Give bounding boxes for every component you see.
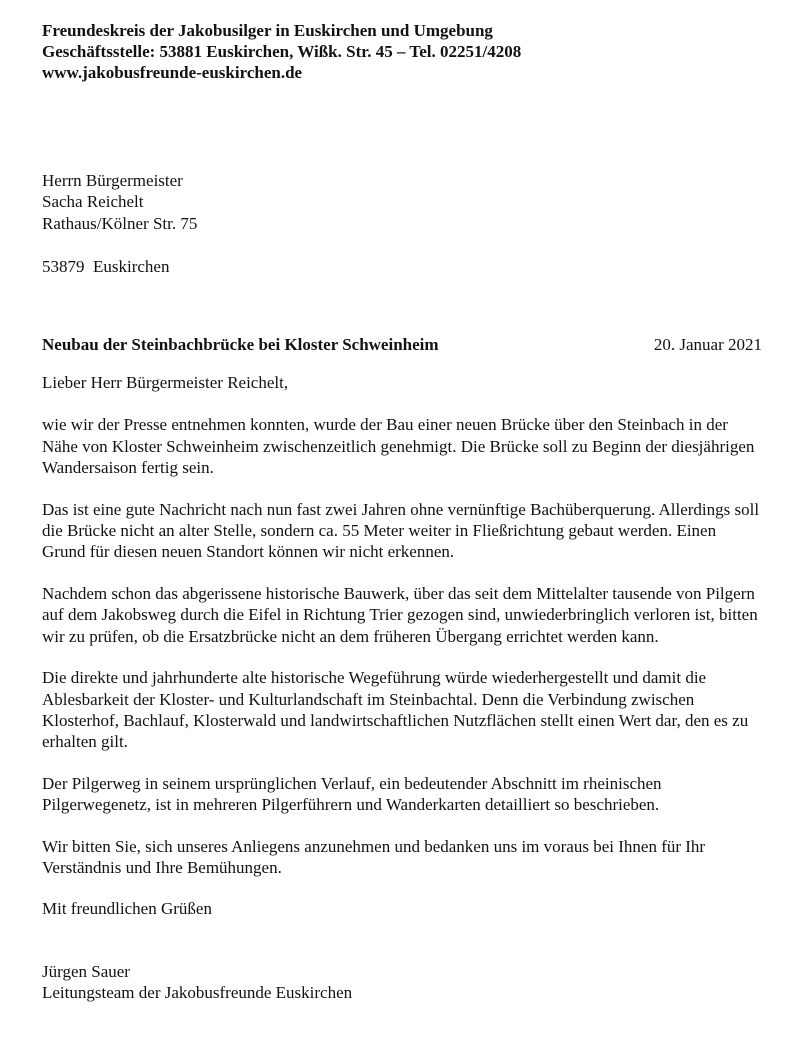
signature-role: Leitungsteam der Jakobusfreunde Euskirchen <box>42 983 353 1003</box>
paragraph: Der Pilgerweg in seinem ursprünglichen Verlauf, ein bedeutender Abschnitt im rheinischen Pilgerwegenetz, ist in mehreren Pilgerführern und Wanderkarten detailliert so beschrieben. <box>42 773 662 815</box>
salutation: Lieber Herr Bürgermeister Reichelt, <box>42 373 289 393</box>
sender-website: www.jakobusfreunde-euskirchen.de <box>42 63 303 82</box>
recipient-title: Herrn Bürgermeister <box>42 171 183 190</box>
paragraph: Nachdem schon das abgerissene historische Bauwerk, über das seit dem Mittelalter tausende von Pilgern auf dem Jakobsweg durch die Eifel in Richtung Trier gezogen sind, unwiederbringlich verloren ist, bitten wir zu prüfen, ob die Ersatzbrücke nicht an dem früheren Übergang errichtet werden kann. <box>42 583 758 646</box>
recipient-address <box>42 170 762 278</box>
subject-line: Neubau der Steinbachbrücke bei Kloster Schweinheim <box>42 334 439 354</box>
recipient-street: Rathaus/Kölner Str. 75 <box>42 213 198 233</box>
paragraph: Das ist eine gute Nachricht nach nun fast zwei Jahren ohne vernünftige Bachüberquerung. Allerdings soll die Brücke nicht an alter Stelle, sondern ca. 55 Meter weiter in Fließrichtung gebaut werden. Einen Grund für diesen neuen Standort können wir nicht erkennen. <box>42 499 760 562</box>
sender-letterhead <box>42 20 762 83</box>
subject-row <box>42 334 762 355</box>
recipient-name: Sacha Reichelt <box>42 192 144 212</box>
letter-date: 20. Januar 2021 <box>653 334 762 354</box>
closing-formula: Mit freundlichen Grüßen <box>42 899 212 919</box>
paragraph: Wir bitten Sie, sich unseres Anliegens anzunehmen und bedanken uns im voraus bei Ihnen für Ihr Verständnis und Ihre Bemühungen. <box>42 836 706 877</box>
sender-name: Freundeskreis der Jakobusilger in Euskirchen und Umgebung <box>42 21 493 40</box>
paragraph: wie wir der Presse entnehmen konnten, wurde der Bau einer neuen Brücke über den Steinbach in der Nähe von Kloster Schweinheim zwischenzeitlich genehmigt. Die Brücke soll zu Beginn der diesjährigen Wandersaison fertig sein. <box>42 415 755 478</box>
paragraph: Die direkte und jahrhunderte alte historische Wegeführung würde wiederhergestellt und damit die Ablesbarkeit der Kloster- und Kulturlandschaft im Steinbachtal. Denn die Verbindung zwischen Klosterhof, Bachlauf, Klosterwald und landwirtschaftlichen Nutzflächen stellt einen Wert dar, den es zu erhalten gilt. <box>42 668 749 752</box>
letter-body <box>42 414 762 878</box>
signature-block <box>42 961 762 1004</box>
sender-address: Geschäftsstelle: 53881 Euskirchen, Wißk. Str. 45 – Tel. 02251/4208 <box>42 42 522 61</box>
signature-name: Jürgen Sauer <box>42 961 130 981</box>
recipient-city: 53879 Euskirchen <box>42 257 170 277</box>
